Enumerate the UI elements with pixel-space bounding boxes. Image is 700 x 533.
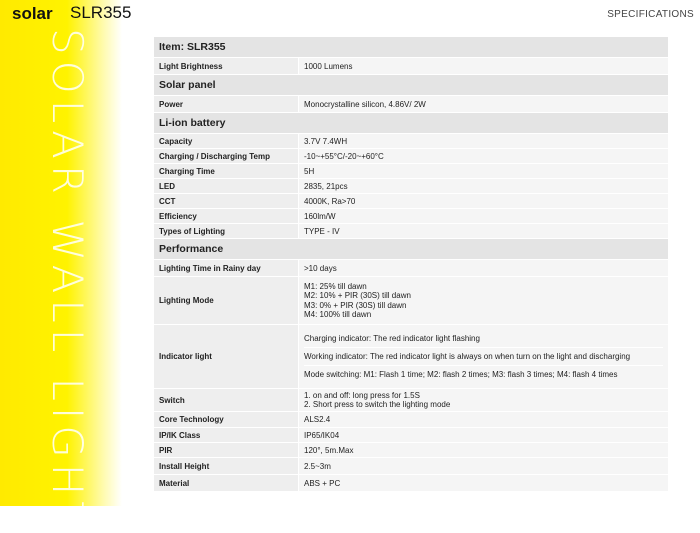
indicator-line: Charging indicator: The red indicator light flashing [304, 330, 663, 348]
brand-logo: solar [12, 4, 53, 23]
cct-label: CCT [154, 194, 299, 209]
charging-time-label: Charging Time [154, 164, 299, 179]
spec-row [154, 134, 668, 149]
ip-ik-label: IP/IK Class [154, 428, 299, 443]
material-label: Material [154, 475, 299, 492]
pir-label: PIR [154, 443, 299, 458]
cct-value: 4000K, Ra>70 [299, 194, 669, 209]
spec-row [154, 224, 668, 239]
lighting-mode-line: M3: 0% + PIR (30S) till dawn [304, 300, 407, 310]
section-row-performance [154, 239, 668, 260]
spec-row [154, 389, 668, 412]
install-height-label: Install Height [154, 458, 299, 475]
efficiency-label: Efficiency [154, 209, 299, 224]
spec-row [154, 194, 668, 209]
lighting-mode-line: M2: 10% + PIR (30S) till dawn [304, 291, 411, 300]
spec-row [154, 96, 668, 113]
indicator-line: Working indicator: The red indicator light is always on when turn on the light and discharging [304, 348, 663, 366]
led-label: LED [154, 179, 299, 194]
spec-row [154, 325, 668, 389]
indicator-line: Mode switching: M1: Flash 1 time; M2: flash 2 times; M3: flash 3 times; M4: flash 4 times [304, 370, 618, 379]
power-label: Power [154, 96, 299, 113]
lighting-mode-line: M1: 25% till dawn [304, 281, 367, 291]
section-row-solar [154, 75, 668, 96]
solar-heading: Solar panel [154, 75, 668, 96]
battery-heading: Li-ion battery [154, 113, 668, 134]
switch-line: 2. Short press to switch the lighting mode [304, 400, 451, 409]
switch-line: 1. on and off: long press for 1.5S [304, 390, 420, 400]
spec-row [154, 260, 668, 277]
lighting-mode-label: Lighting Mode [154, 277, 299, 325]
spec-row [154, 164, 668, 179]
spec-row [154, 209, 668, 224]
yellow-side-band [0, 0, 122, 533]
spec-row [154, 179, 668, 194]
core-tech-value: ALS2.4 [299, 412, 669, 428]
spec-table [154, 37, 668, 492]
ip-ik-value: IP65/IK04 [299, 428, 669, 443]
core-tech-label: Core Technology [154, 412, 299, 428]
spec-row [154, 149, 668, 164]
spec-row [154, 458, 668, 475]
material-value: ABS + PC [299, 475, 669, 492]
charging-temp-label: Charging / Discharging Temp [154, 149, 299, 164]
section-row-battery [154, 113, 668, 134]
led-value: 2835, 21pcs [299, 179, 669, 194]
power-value: Monocrystalline silicon, 4.86V/ 2W [299, 96, 669, 113]
rainy-days-value: >10 days [299, 260, 669, 277]
efficiency-value: 160lm/W [299, 209, 669, 224]
brightness-label: Light Brightness [154, 58, 299, 75]
charging-time-value: 5H [299, 164, 669, 179]
spec-row [154, 428, 668, 443]
lighting-mode-value [299, 277, 669, 325]
switch-label: Switch [154, 389, 299, 412]
vertical-title-text: SOLAR WALL LIGHT [43, 28, 92, 533]
switch-value [299, 389, 669, 412]
install-height-value: 2.5~3m [299, 458, 669, 475]
lighting-type-label: Types of Lighting [154, 224, 299, 239]
spec-row [154, 443, 668, 458]
indicator-label: Indicator light [154, 325, 299, 389]
capacity-label: Capacity [154, 134, 299, 149]
model-title: SLR355 [70, 3, 132, 22]
spec-row [154, 277, 668, 325]
vertical-product-title [18, 28, 92, 533]
performance-heading: Performance [154, 239, 668, 260]
charging-temp-value: -10~+55°C/-20~+60°C [299, 149, 669, 164]
section-title: SPECIFICATIONS [607, 9, 694, 20]
spec-row [154, 475, 668, 492]
spec-row [154, 58, 668, 75]
indicator-value [299, 325, 669, 389]
pir-value: 120°, 5m.Max [299, 443, 669, 458]
spec-row [154, 412, 668, 428]
section-row-item [154, 37, 668, 58]
brightness-value: 1000 Lumens [299, 58, 669, 75]
lighting-type-value: TYPE - IV [299, 224, 669, 239]
lighting-mode-line: M4: 100% till dawn [304, 310, 372, 319]
capacity-value: 3.7V 7.4WH [299, 134, 669, 149]
rainy-days-label: Lighting Time in Rainy day [154, 260, 299, 277]
item-heading: Item: SLR355 [154, 37, 668, 58]
